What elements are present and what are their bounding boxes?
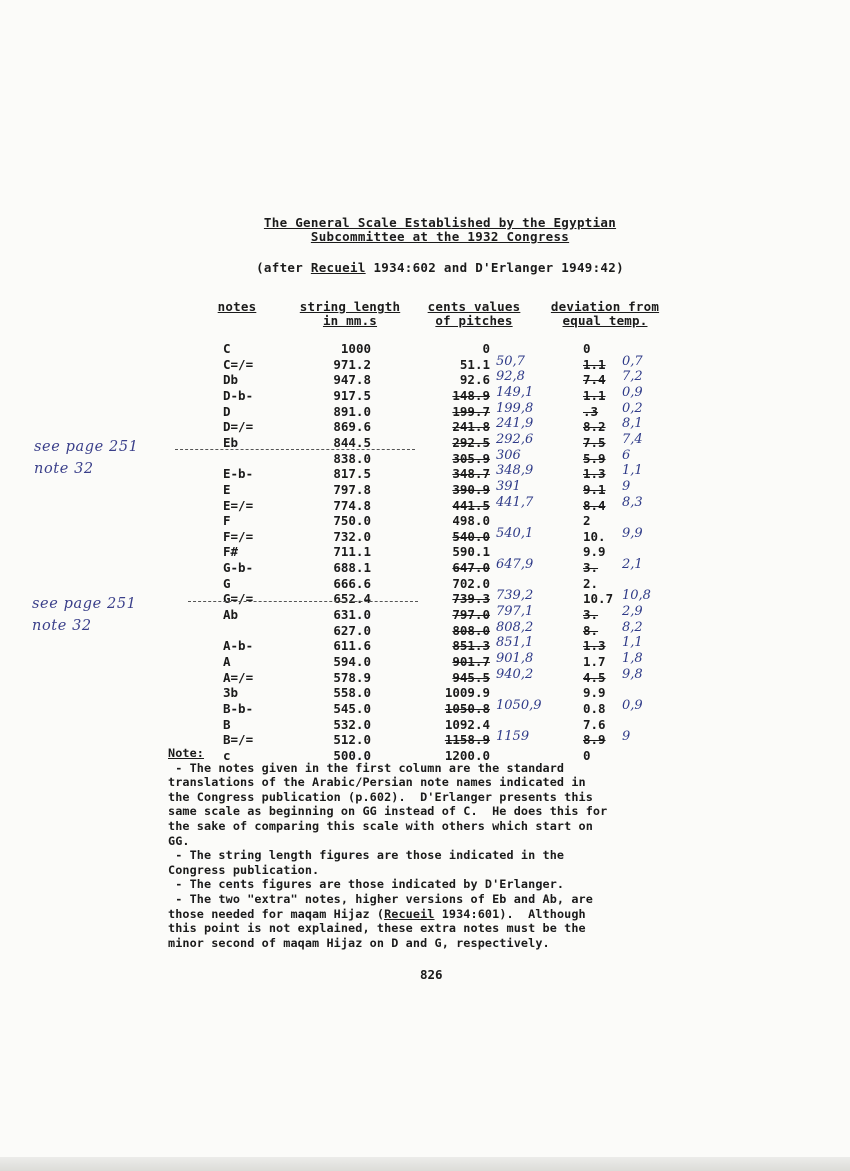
string-length-cell: 611.6 <box>333 638 371 654</box>
note-cell: G=/= <box>223 591 254 607</box>
handwritten-deviation-correction: 8,2 <box>622 619 643 635</box>
cents-cell: 901.7 <box>452 654 490 669</box>
subtitle-pre: (after <box>256 260 311 275</box>
table-row <box>0 666 850 686</box>
table-row <box>0 717 850 733</box>
cents-cell: 348.7 <box>452 466 490 482</box>
table-row <box>0 478 850 498</box>
note-cell: B=/= <box>223 732 254 748</box>
deviation-cell: 0 <box>583 341 591 356</box>
handwritten-cents-correction: 149,1 <box>496 384 534 400</box>
note-cell: A=/= <box>223 669 254 685</box>
deviation-cell: 1.1 <box>583 387 606 403</box>
string-length-cell: 500.0 <box>333 747 371 763</box>
table-row <box>0 353 850 373</box>
note-cell: 3b <box>223 685 239 701</box>
deviation-cell: 10.7 <box>583 591 614 607</box>
handwritten-deviation-correction: 9 <box>622 478 631 494</box>
cents-cell: 808.0 <box>452 622 490 638</box>
string-length-cell: 732.0 <box>333 528 371 544</box>
cents-cell: 390.9 <box>452 481 490 497</box>
cents-cell: 739.3 <box>452 591 490 607</box>
string-length-cell: 688.1 <box>333 560 371 576</box>
notes-paragraph-1: - The notes given in the first column are the standard translations of the Arabic/Persian note names indicated in the Congress publication (p.602). D'Erlanger presents this same scale as beginning on GG instead of C. He does this for the sake of comparing this scale with others which start on GG. <box>168 760 608 848</box>
handwritten-deviation-correction: 0,7 <box>622 353 643 369</box>
deviation-cell: 7.5 <box>583 434 606 450</box>
deviation-cell: 3. <box>583 560 599 576</box>
handwritten-deviation-correction: 7,4 <box>622 431 643 447</box>
handwritten-side-note-2 <box>32 593 137 637</box>
cents-cell: 851.3 <box>452 638 490 654</box>
handwritten-deviation-correction: 1,1 <box>622 635 643 651</box>
handwritten-deviation-correction: 0,2 <box>622 400 643 416</box>
subtitle <box>150 260 730 275</box>
string-length-cell: 512.0 <box>333 732 371 748</box>
cents-cell: 241.8 <box>452 419 490 435</box>
note-cell: G-b- <box>223 560 254 576</box>
handwritten-cents-correction: 306 <box>496 447 521 463</box>
deviation-cell: .3 <box>583 403 599 419</box>
string-length-cell: 594.0 <box>333 654 371 669</box>
deviation-cell: 1.3 <box>583 466 606 482</box>
subtitle-ref: Recueil <box>310 260 366 275</box>
note-cell: D-b- <box>223 387 254 403</box>
handwritten-deviation-correction: 8,3 <box>622 494 643 510</box>
subtitle-post: 1934:602 and D'Erlanger 1949:42) <box>365 260 624 275</box>
deviation-cell: 9.9 <box>583 544 606 560</box>
string-length-cell: 917.5 <box>333 387 371 403</box>
handwritten-cents-correction: 50,7 <box>496 353 525 369</box>
deviation-cell: 8.4 <box>583 497 606 513</box>
note-cell: F=/= <box>223 528 254 544</box>
side-note-1-line2: note 32 <box>34 461 94 477</box>
deviation-cell: 8. <box>583 622 599 638</box>
header-notes: notes <box>217 299 257 314</box>
cents-cell: 702.0 <box>452 575 490 591</box>
table-row <box>0 513 850 529</box>
header-string-length: string length in mm.s <box>299 299 401 328</box>
note-cell: c <box>223 747 231 763</box>
handwritten-deviation-correction: 8,1 <box>622 416 643 432</box>
deviation-cell: 8.2 <box>583 419 606 435</box>
handwritten-deviation-correction: 0,9 <box>622 697 643 713</box>
note-cell: A <box>223 654 231 669</box>
cents-cell: 540.0 <box>452 528 490 544</box>
deviation-cell: 7.4 <box>583 372 606 388</box>
cents-cell: 199.7 <box>452 403 490 419</box>
table-row <box>0 416 850 435</box>
handwritten-deviation-correction: 7,2 <box>622 369 643 385</box>
cents-cell: 1009.9 <box>444 685 490 701</box>
string-length-cell: 797.8 <box>333 481 371 497</box>
cents-cell: 498.0 <box>452 513 490 529</box>
handwritten-cents-correction: 1050,9 <box>496 697 542 713</box>
handwritten-deviation-correction: 9,8 <box>622 666 643 682</box>
side-note-2-line2: note 32 <box>32 618 92 634</box>
note-cell: F <box>223 513 231 529</box>
table-row <box>0 384 850 404</box>
string-length-cell: 652.4 <box>333 591 371 607</box>
handwritten-cents-correction: 797,1 <box>496 604 534 620</box>
string-length-cell: 1000 <box>340 341 371 356</box>
handwritten-deviation-correction: 10,8 <box>622 588 651 604</box>
handwritten-side-note-1 <box>34 436 139 480</box>
table-row <box>0 651 850 670</box>
handwritten-cents-correction: 940,2 <box>496 666 534 682</box>
notes-paragraph-4: - The two "extra" notes, higher versions of Eb and Ab, are those needed for maqam Hijaz (Recueil 1934:601). Although this point is not explained, these extra notes must be the minor second of maqam Hijaz on D and G, respectively. <box>168 891 593 950</box>
handwritten-deviation-correction: 0,9 <box>622 384 643 400</box>
side-note-2-line1: see page 251 <box>32 596 137 612</box>
handwritten-cents-correction: 739,2 <box>496 588 534 604</box>
handwritten-cents-correction: 901,8 <box>496 651 534 666</box>
header-deviation: deviation from equal temp. <box>550 299 660 328</box>
handwritten-cents-correction: 292,6 <box>496 431 534 447</box>
table-row <box>0 576 850 592</box>
string-length-cell: 891.0 <box>333 403 371 419</box>
deviation-cell: 9.1 <box>583 481 606 497</box>
cents-cell: 441.5 <box>452 497 490 513</box>
handwritten-cents-correction: 199,8 <box>496 400 534 416</box>
deviation-cell: 0.8 <box>583 700 606 716</box>
deviation-cell: 2 <box>583 513 591 529</box>
handwritten-cents-correction: 241,9 <box>496 416 534 432</box>
note-cell: B-b- <box>223 700 254 716</box>
handwritten-cents-correction: 808,2 <box>496 619 534 635</box>
cents-cell: 292.5 <box>452 434 490 450</box>
cents-cell: 305.9 <box>452 450 490 466</box>
note-cell: C=/= <box>223 356 254 372</box>
handwritten-cents-correction: 851,1 <box>496 635 534 651</box>
handwritten-deviation-correction: 1,8 <box>622 651 643 666</box>
note-cell: E=/= <box>223 497 254 513</box>
table-row <box>0 494 850 514</box>
string-length-cell: 631.0 <box>333 607 371 623</box>
note-cell: E <box>223 481 231 497</box>
scan-edge <box>0 1157 850 1171</box>
handwritten-deviation-correction: 2,1 <box>622 557 643 573</box>
note-cell: Eb <box>223 434 239 450</box>
dashed-pointer-2 <box>188 601 418 602</box>
page-title-line1: The General Scale Established by the Egyptian <box>263 215 617 230</box>
handwritten-deviation-correction: 9 <box>622 729 631 745</box>
deviation-cell: 7.6 <box>583 716 606 732</box>
deviation-cell: 4.5 <box>583 669 606 685</box>
string-length-cell: 869.6 <box>333 419 371 435</box>
page-number: 826 <box>420 967 443 982</box>
note-cell: C <box>223 341 231 356</box>
string-length-cell: 532.0 <box>333 716 371 732</box>
string-length-cell: 558.0 <box>333 685 371 701</box>
cents-cell: 1158.9 <box>444 732 490 748</box>
note-cell: E-b- <box>223 466 254 482</box>
table-row <box>0 697 850 717</box>
string-length-cell: 750.0 <box>333 513 371 529</box>
dashed-pointer-1 <box>175 449 415 450</box>
cents-cell: 0 <box>482 341 490 356</box>
notes-paragraph-3: - The cents figures are those indicated by D'Erlanger. <box>168 877 565 892</box>
table-row <box>0 341 850 357</box>
string-length-cell: 578.9 <box>333 669 371 685</box>
string-length-cell: 838.0 <box>333 450 371 466</box>
cents-cell: 92.6 <box>459 372 490 388</box>
handwritten-cents-correction: 647,9 <box>496 557 534 573</box>
handwritten-deviation-correction: 2,9 <box>622 604 643 620</box>
note-cell: Ab <box>223 607 239 623</box>
deviation-cell: 2. <box>583 575 599 591</box>
deviation-cell: 5.9 <box>583 450 606 466</box>
table-row <box>0 400 850 420</box>
notes-heading: Note: <box>168 746 205 760</box>
handwritten-deviation-correction: 9,9 <box>622 525 643 541</box>
table-row <box>0 635 850 654</box>
table-row <box>0 525 850 545</box>
handwritten-cents-correction: 348,9 <box>496 463 534 479</box>
header-cents: cents values of pitches <box>427 299 521 328</box>
string-length-cell: 817.5 <box>333 466 371 482</box>
note-cell: Db <box>223 372 239 388</box>
string-length-cell: 666.6 <box>333 575 371 591</box>
notes-section <box>168 746 708 950</box>
deviation-cell: 0 <box>583 747 591 763</box>
cents-cell: 51.1 <box>459 356 490 372</box>
string-length-cell: 844.5 <box>333 434 371 450</box>
cents-cell: 1050.8 <box>444 700 490 716</box>
cents-cell: 590.1 <box>452 544 490 560</box>
cents-cell: 1092.4 <box>444 716 490 732</box>
table-row <box>0 544 850 560</box>
table-row <box>0 369 850 388</box>
cents-cell: 797.0 <box>452 607 490 623</box>
side-note-1-line1: see page 251 <box>34 439 139 455</box>
notes-paragraph-2: - The string length figures are those indicated in the Congress publication. <box>168 848 565 877</box>
handwritten-cents-correction: 391 <box>496 478 521 494</box>
table-row <box>0 685 850 701</box>
string-length-cell: 774.8 <box>333 497 371 513</box>
cents-cell: 945.5 <box>452 669 490 685</box>
deviation-cell: 1.7 <box>583 654 606 669</box>
note-cell: A-b- <box>223 638 254 654</box>
note-cell: F# <box>223 544 239 560</box>
handwritten-cents-correction: 92,8 <box>496 369 525 385</box>
handwritten-cents-correction: 441,7 <box>496 494 534 510</box>
note-cell: G <box>223 575 231 591</box>
string-length-cell: 627.0 <box>333 622 371 638</box>
string-length-cell: 545.0 <box>333 700 371 716</box>
handwritten-cents-correction: 1159 <box>496 729 530 745</box>
cents-cell: 148.9 <box>452 387 490 403</box>
deviation-cell: 3. <box>583 607 599 623</box>
note-cell: D <box>223 403 231 419</box>
deviation-cell: 8.9 <box>583 732 606 748</box>
handwritten-deviation-correction: 6 <box>622 447 631 463</box>
handwritten-deviation-correction: 1,1 <box>622 463 643 479</box>
deviation-cell: 9.9 <box>583 685 606 701</box>
deviation-cell: 1.3 <box>583 638 606 654</box>
note-cell: D=/= <box>223 419 254 435</box>
handwritten-cents-correction: 540,1 <box>496 525 534 541</box>
note-cell: B <box>223 716 231 732</box>
string-length-cell: 971.2 <box>333 356 371 372</box>
string-length-cell: 711.1 <box>333 544 371 560</box>
table-row <box>0 557 850 576</box>
cents-cell: 1200.0 <box>444 747 490 763</box>
deviation-cell: 1.1 <box>583 356 606 372</box>
string-length-cell: 947.8 <box>333 372 371 388</box>
cents-cell: 647.0 <box>452 560 490 576</box>
page-title-line2: Subcommittee at the 1932 Congress <box>310 229 570 244</box>
deviation-cell: 10. <box>583 528 606 544</box>
